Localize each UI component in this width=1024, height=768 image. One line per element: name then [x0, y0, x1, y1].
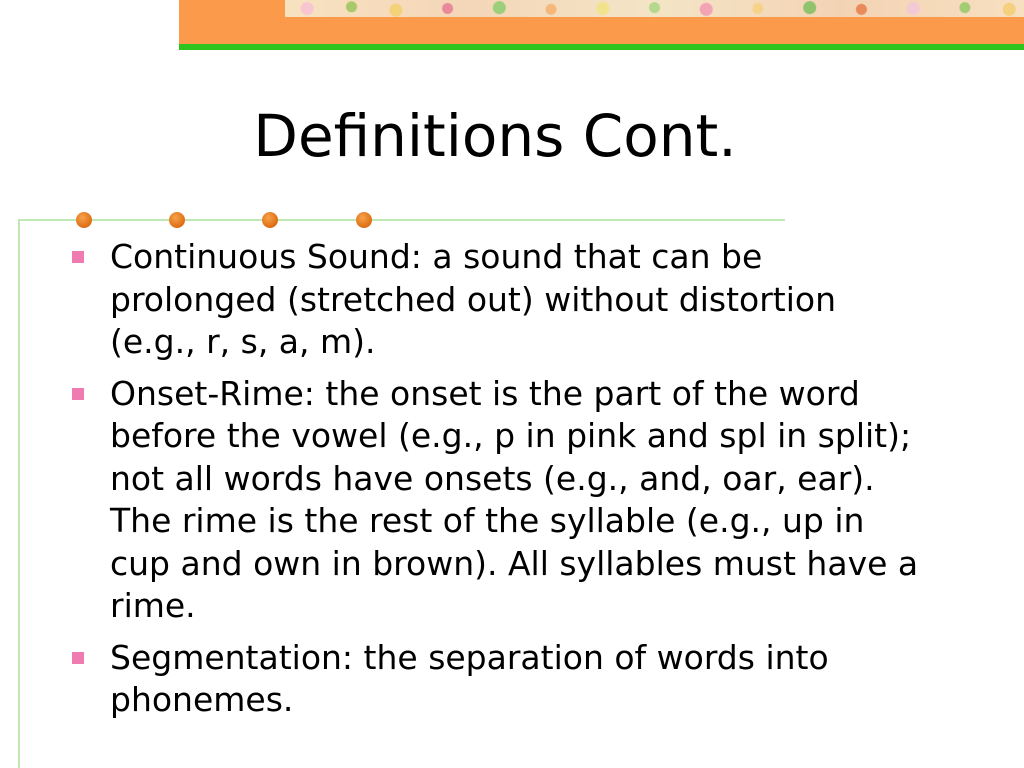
slide-title: Definitions Cont.: [253, 102, 737, 170]
bullet-item: [72, 637, 932, 722]
square-bullet-icon: [72, 388, 84, 400]
top-decoration: [179, 0, 1024, 50]
orange-dot-icon: [169, 212, 185, 228]
square-bullet-icon: [72, 251, 84, 263]
vertical-rule: [18, 219, 20, 768]
bullet-text: Segmentation: the separation of words into phonemes.: [110, 637, 829, 719]
orange-dot-icon: [262, 212, 278, 228]
orange-block: [179, 0, 285, 44]
horizontal-rule: [18, 219, 785, 221]
orange-dot-icon: [356, 212, 372, 228]
bullet-text: Onset-Rime: the onset is the part of the word before the vowel (e.g., p in pink and spl in split); not all words have onsets (e.g., and, oar, ear). The rime is the rest of the syllable (e.g., up in cup and own in brown). All syllables must have a rime.: [110, 373, 919, 625]
bullet-item: [72, 373, 932, 628]
orange-band: [285, 17, 1024, 44]
bullet-item: [72, 236, 932, 364]
square-bullet-icon: [72, 652, 84, 664]
orange-dot-icon: [76, 212, 92, 228]
bullet-text: Continuous Sound: a sound that can be prolonged (stretched out) without distortion (e.g., r, s, a, m).: [110, 237, 836, 361]
floral-band: [285, 0, 1024, 17]
bullet-list: [72, 236, 932, 731]
green-strip: [179, 44, 1024, 50]
